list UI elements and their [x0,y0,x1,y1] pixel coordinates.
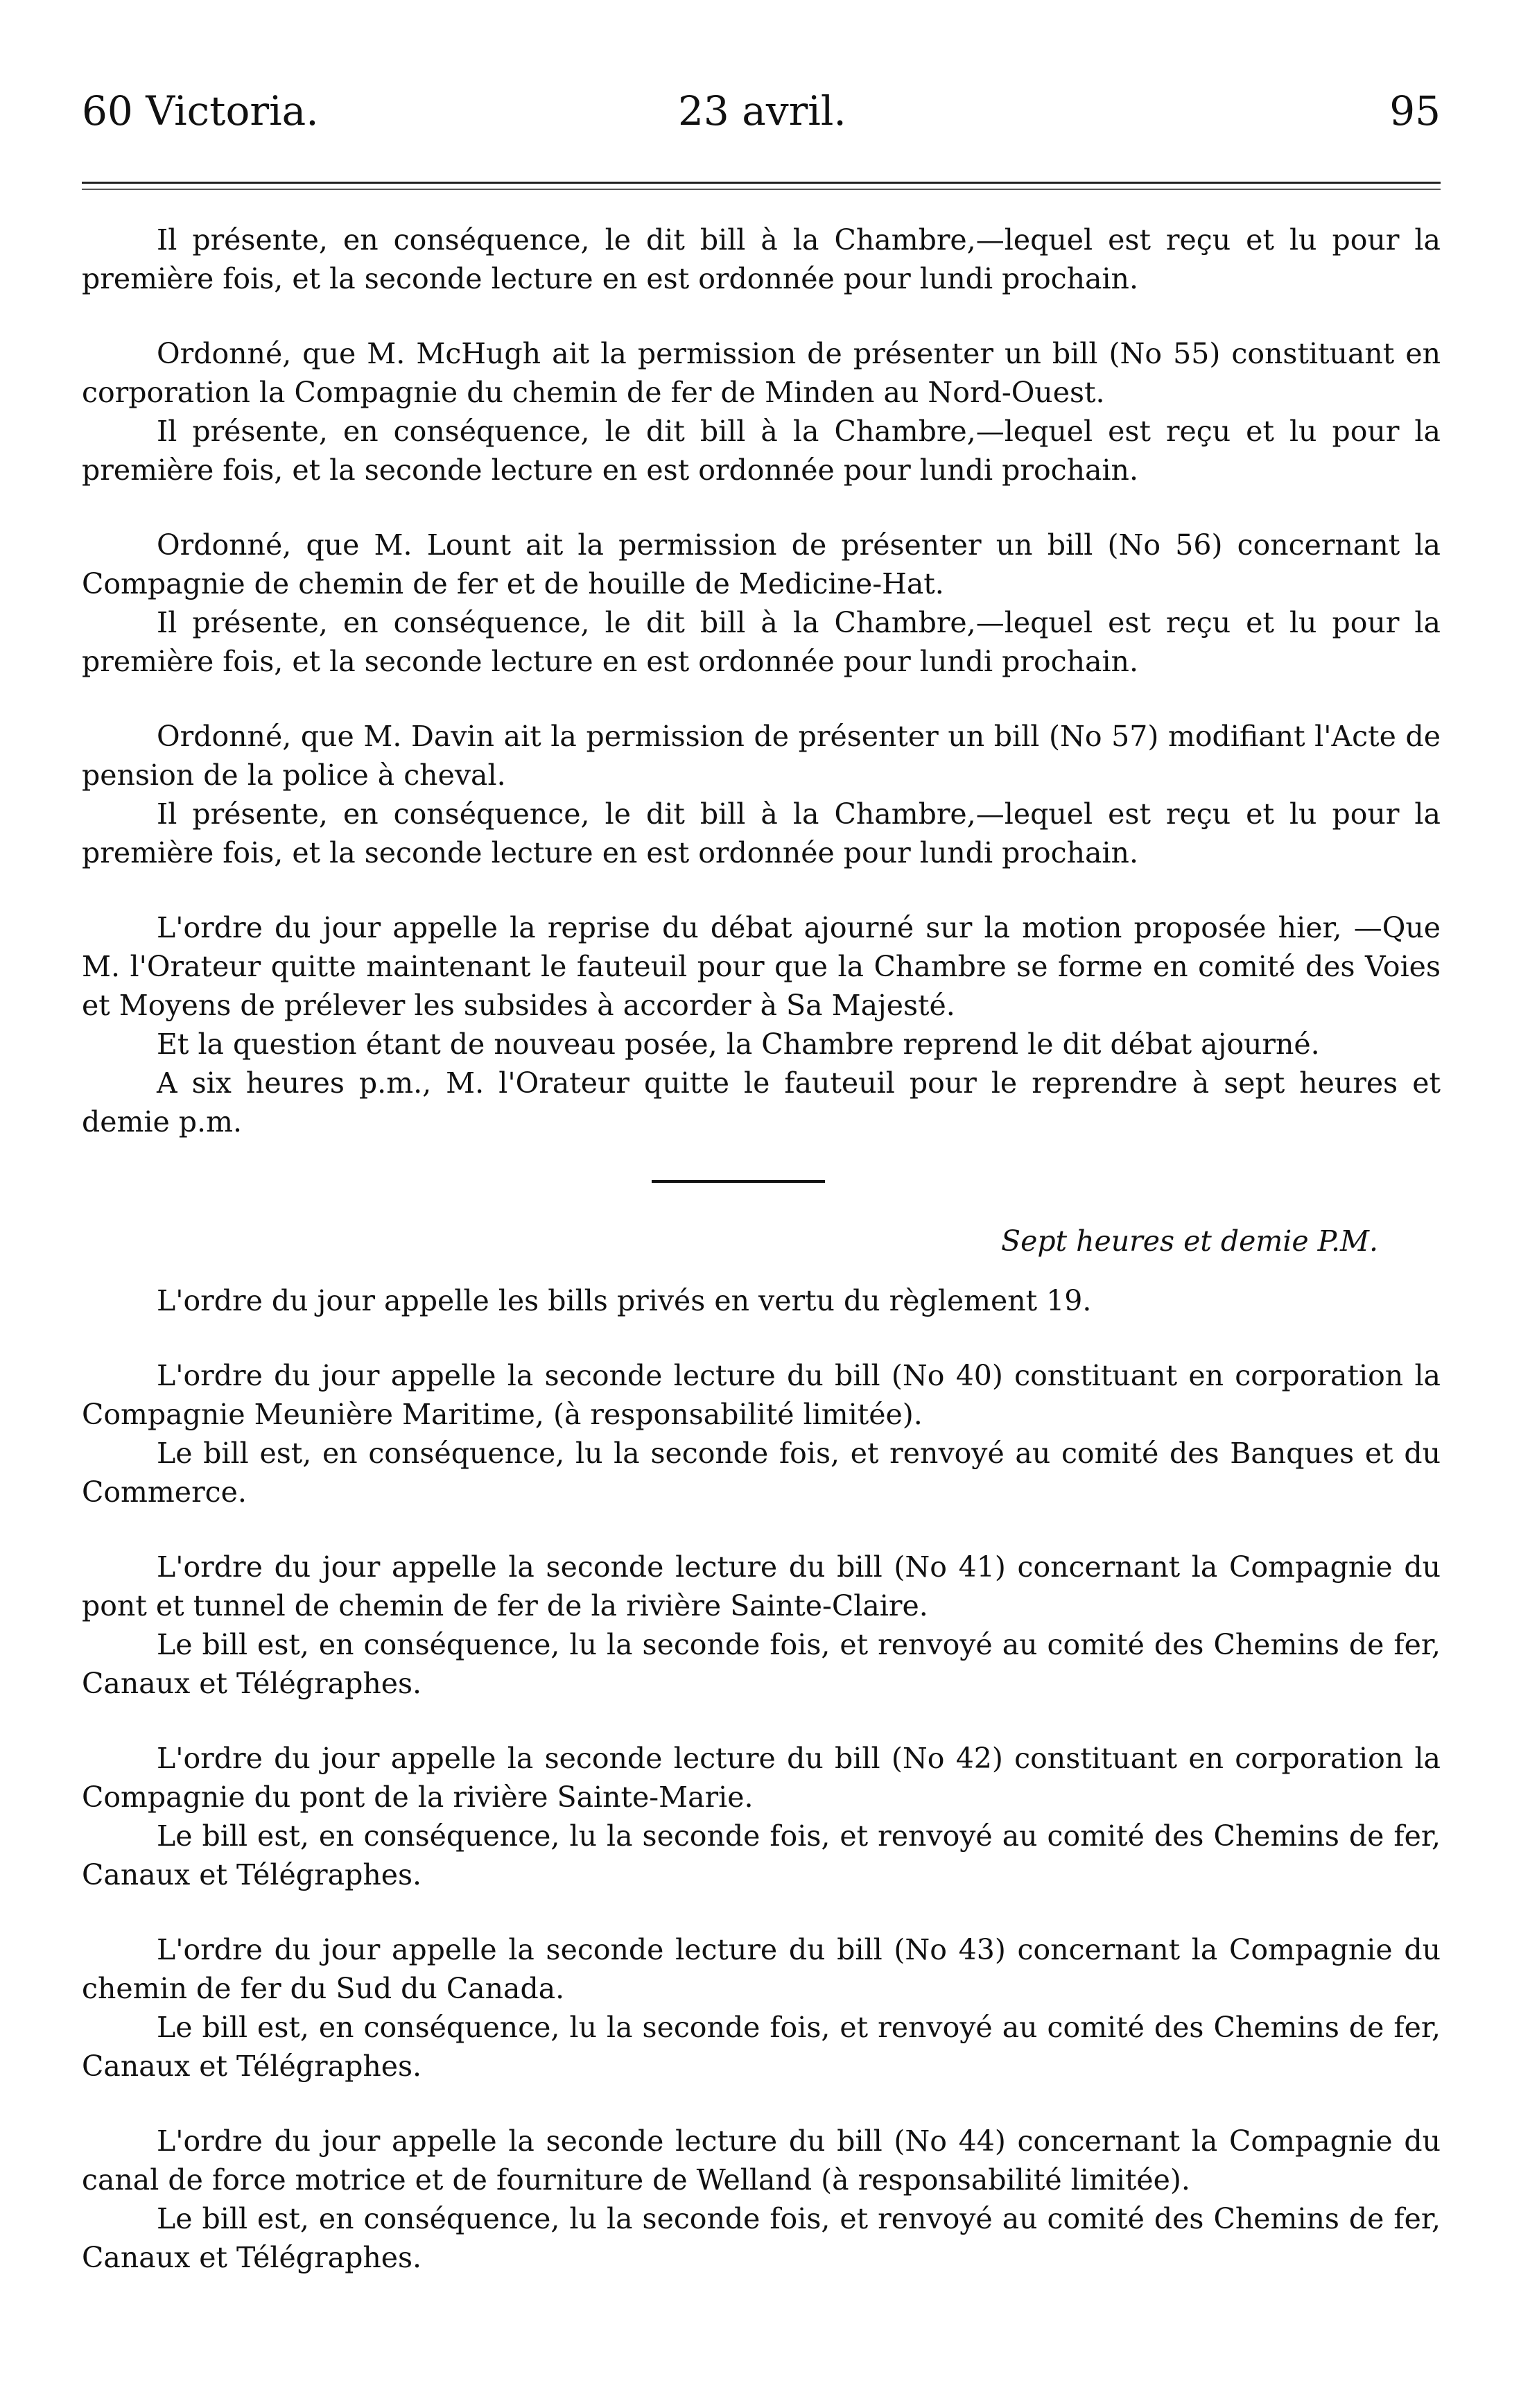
paragraph-text: L'ordre du jour appelle la reprise du débat ajourné sur la motion proposée hier, —Que M. l'Orateur quitte maintenant le fauteuil pour que la Chambre se forme en comité des Voies et Moyens de prélever les subsides à accorder à Sa Majesté. [82,911,1441,1022]
paragraph-text: A six heures p.m., M. l'Orateur quitte le fauteuil pour le reprendre à sept heures et demie p.m. [82,1066,1441,1138]
session-time-heading: Sept heures et demie P.M. [1000,1224,1378,1258]
paragraph-text: Le bill est, en conséquence, lu la seconde fois, et renvoyé au comité des Chemins de fer, Canaux et Télégraphes. [82,2202,1441,2274]
paragraph [82,717,1441,872]
paragraph [82,1739,1441,1894]
paragraph-text: Ordonné, que M. Davin ait la permission de présenter un bill (No 57) modifiant l'Acte de pension de la police à cheval. [82,720,1441,792]
paragraph [82,908,1441,1141]
paragraph-text: Le bill est, en conséquence, lu la seconde fois, et renvoyé au comité des Chemins de fer, Canaux et Télégraphes. [82,1819,1441,1891]
paragraph-text: Le bill est, en conséquence, lu la seconde fois, et renvoyé au comité des Chemins de fer, Canaux et Télégraphes. [82,1628,1441,1700]
paragraph-text: Ordonné, que M. Lount ait la permission de présenter un bill (No 56) concernant la Compagnie de chemin de fer et de houille de Medicine-Hat. [82,528,1441,600]
paragraph-text: Il présente, en conséquence, le dit bill à la Chambre,—lequel est reçu et lu pour la première fois, et la seconde lecture en est ordonnée pour lundi prochain. [82,606,1441,678]
paragraph-text: L'ordre du jour appelle la seconde lecture du bill (No 42) constituant en corporation la Compagnie du pont de la rivière Sainte-Marie. [82,1742,1441,1814]
section-separator [652,1180,825,1183]
paragraph-text: L'ordre du jour appelle la seconde lecture du bill (No 40) constituant en corporation la Compagnie Meunière Maritime, (à responsabilité limitée). [82,1359,1441,1431]
paragraph [82,2122,1441,2277]
header-page-number: 95 [1389,87,1441,135]
paragraph [82,334,1441,490]
paragraph [82,526,1441,681]
paragraph-text: L'ordre du jour appelle la seconde lecture du bill (No 43) concernant la Compagnie du chemin de fer du Sud du Canada. [82,1933,1441,2005]
paragraph-text: Le bill est, en conséquence, lu la seconde fois, et renvoyé au comité des Chemins de fer, Canaux et Télégraphes. [82,2011,1441,2083]
paragraph-text: Le bill est, en conséquence, lu la seconde fois, et renvoyé au comité des Banques et du Commerce. [82,1437,1441,1509]
paragraph-text: L'ordre du jour appelle la seconde lecture du bill (No 44) concernant la Compagnie du canal de force motrice et de fourniture de Welland (à responsabilité limitée). [82,2124,1441,2197]
paragraph [82,220,1441,298]
paragraph [82,1548,1441,1703]
header-rule [82,182,1441,184]
paragraph-text: Il présente, en conséquence, le dit bill à la Chambre,—lequel est reçu et lu pour la première fois, et la seconde lecture en est ordonnée pour lundi prochain. [82,415,1441,487]
paragraph-text: Et la question étant de nouveau posée, la Chambre reprend le dit débat ajourné. [157,1028,1320,1061]
order-paragraph: L'ordre du jour appelle les bills privés en vertu du règlement 19. [157,1284,1092,1317]
header-rule-secondary [82,189,1441,190]
paragraph [82,1356,1441,1512]
header-date: 23 avril. [678,87,846,135]
header-session: 60 Victoria. [82,87,319,135]
page-header [82,83,1441,139]
paragraph-text: L'ordre du jour appelle la seconde lecture du bill (No 41) concernant la Compagnie du pont et tunnel de chemin de fer de la rivière Sainte-Claire. [82,1550,1441,1622]
paragraph-text: Il présente, en conséquence, le dit bill à la Chambre,—lequel est reçu et lu pour la première fois, et la seconde lecture en est ordonnée pour lundi prochain. [82,223,1441,295]
paragraph-text: Il présente, en conséquence, le dit bill à la Chambre,—lequel est reçu et lu pour la première fois, et la seconde lecture en est ordonnée pour lundi prochain. [82,797,1441,869]
paragraph [82,1930,1441,2086]
document-body [82,220,1441,2313]
paragraph-text: Ordonné, que M. McHugh ait la permission de présenter un bill (No 55) constituant en corporation la Compagnie du chemin de fer de Minden au Nord-Ouest. [82,337,1441,409]
